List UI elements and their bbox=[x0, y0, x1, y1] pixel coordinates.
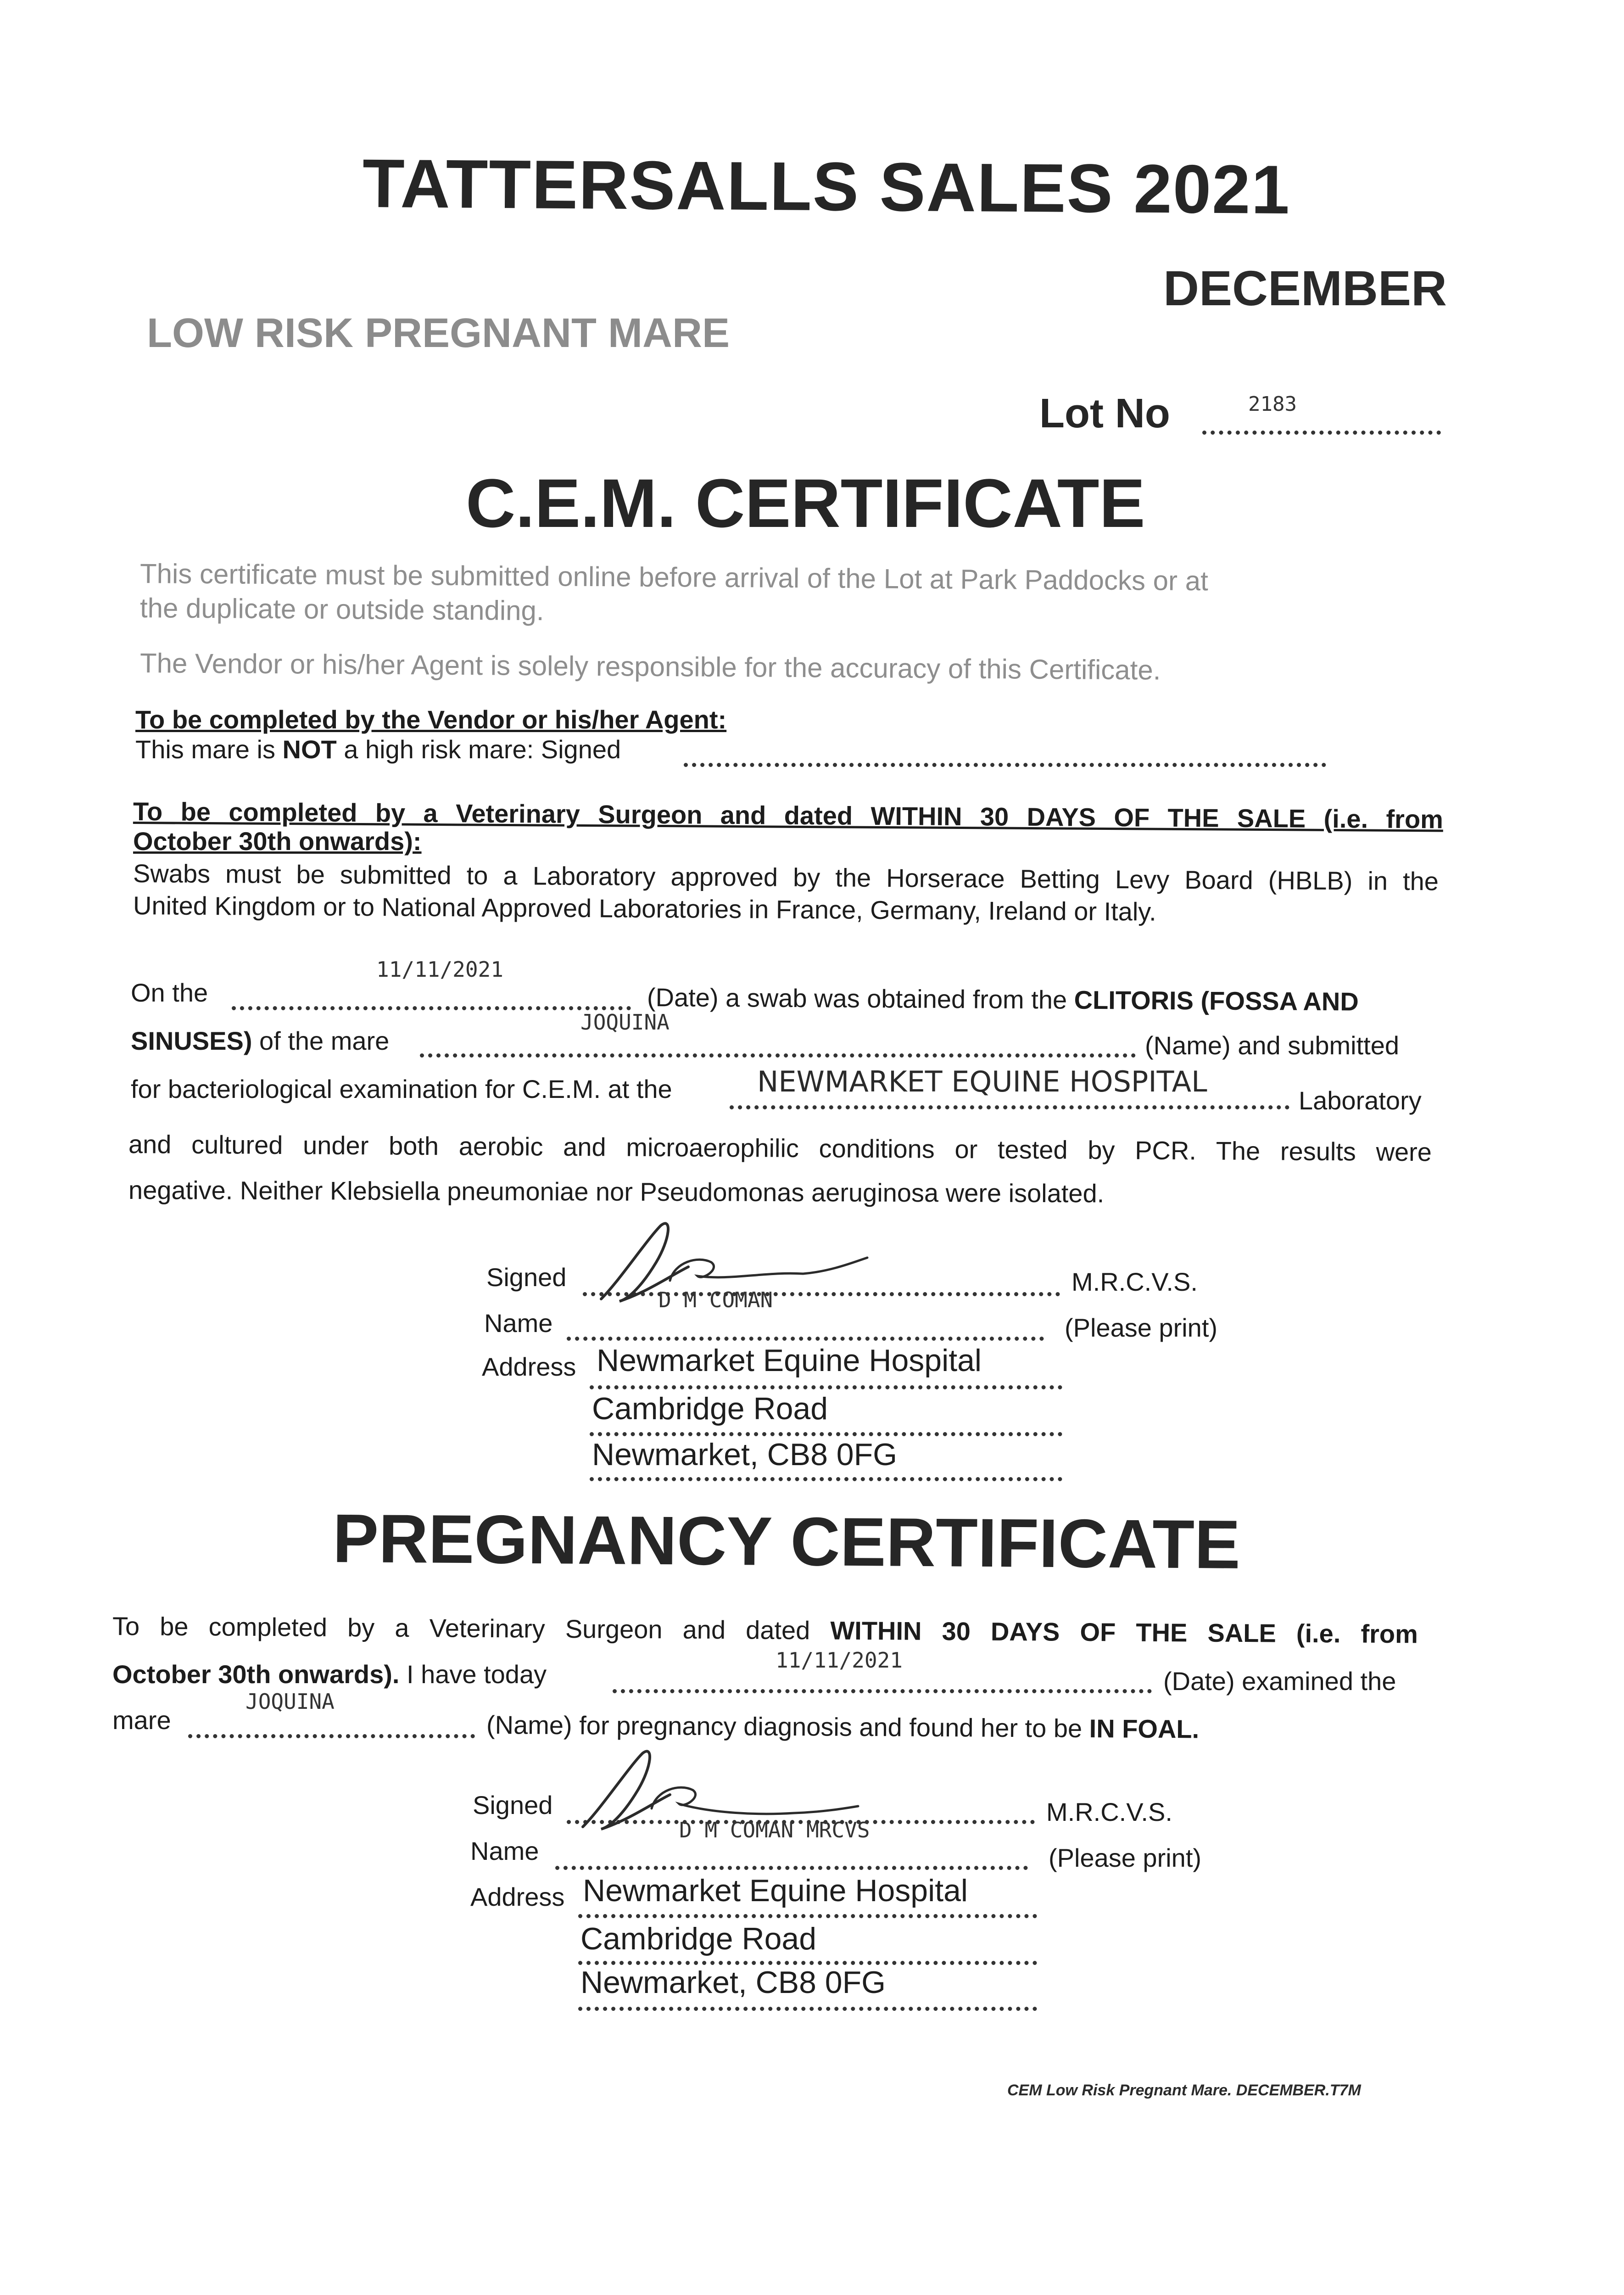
cem-lab-name: NEWMARKET EQUINE HOSPITAL bbox=[757, 1065, 1207, 1098]
vendor-statement-not: NOT bbox=[282, 735, 337, 764]
cem-on-the: On the bbox=[131, 978, 208, 1007]
pregnancy-vet-name: D M COMAN MRCVS bbox=[679, 1818, 870, 1842]
cem-signature-stroke-2 bbox=[670, 1258, 867, 1281]
cem-mrcvs: M.R.C.V.S. bbox=[1072, 1267, 1198, 1296]
cem-notice-2: The Vendor or his/her Agent is solely responsible for the accuracy of this Certificate. bbox=[140, 648, 1161, 686]
pregnancy-address-1: Newmarket Equine Hospital bbox=[583, 1873, 968, 1908]
cem-please-print: (Please print) bbox=[1065, 1313, 1218, 1342]
vendor-statement-b: a high risk mare: Signed bbox=[336, 735, 621, 764]
pregnancy-address-label: Address bbox=[470, 1882, 565, 1911]
cem-negative: negative. Neither Klebsiella pneumoniae nor Pseudomonas aeruginosa were isolated. bbox=[128, 1175, 1105, 1208]
cem-sinuses: SINUSES) bbox=[131, 1026, 252, 1055]
vendor-statement bbox=[135, 734, 621, 765]
pregnancy-address-2: Cambridge Road bbox=[580, 1921, 817, 1956]
lot-label: Lot No bbox=[1039, 391, 1170, 437]
lot-number-line bbox=[1202, 431, 1441, 435]
pregnancy-title: PREGNANCY CERTIFICATE bbox=[332, 1500, 1241, 1583]
cem-notice-1b: the duplicate or outside standing. bbox=[140, 593, 544, 627]
cem-address-label: Address bbox=[482, 1352, 576, 1381]
pregnancy-line-2 bbox=[112, 1659, 547, 1690]
vet-heading-a: To be completed by a Veterinary Surgeon and dated WITHIN 30 DAYS OF THE SALE (i.e. from bbox=[133, 797, 1444, 834]
footer-reference: CEM Low Risk Pregnant Mare. DECEMBER.T7M bbox=[1007, 2082, 1361, 2099]
pregnancy-signature-stroke-1 bbox=[583, 1751, 670, 1829]
cem-date-line bbox=[232, 1006, 631, 1010]
swabs-line-b: United Kingdom or to National Approved Laboratories in France, Germany, Ireland or Italy. bbox=[133, 891, 1156, 926]
cem-signed-label: Signed bbox=[486, 1263, 567, 1292]
pregnancy-line-2b: I have today bbox=[399, 1660, 547, 1689]
cem-laboratory: Laboratory bbox=[1299, 1086, 1422, 1115]
pregnancy-line-1c: (i.e. from bbox=[1276, 1618, 1418, 1649]
cem-cultured: and cultured under both aerobic and microaerophilic conditions or tested by PCR. The results were bbox=[128, 1130, 1432, 1167]
cem-notice-1a: This certificate must be submitted online before arrival of the Lot at Park Paddocks or at bbox=[140, 558, 1208, 597]
pregnancy-name-line bbox=[555, 1866, 1028, 1870]
pregnancy-mare-line bbox=[188, 1734, 475, 1738]
pregnancy-signed-label: Signed bbox=[473, 1791, 553, 1819]
vendor-statement-a: This mare is bbox=[135, 735, 283, 764]
lot-number: 2183 bbox=[1248, 392, 1297, 416]
cem-date-suffix-b: CLITORIS (FOSSA AND bbox=[1074, 985, 1359, 1016]
vet-heading-b: October 30th onwards): bbox=[133, 827, 422, 856]
cem-date-suffix bbox=[647, 982, 1359, 1017]
cem-date-suffix-a: (Date) a swab was obtained from the bbox=[647, 983, 1074, 1014]
pregnancy-date-value: 11/11/2021 bbox=[776, 1648, 903, 1673]
vendor-signature-line bbox=[684, 763, 1326, 767]
pregnancy-line-1a: To be completed by a Veterinary Surgeon and dated bbox=[112, 1612, 831, 1645]
cem-date-value: 11/11/2021 bbox=[376, 957, 503, 982]
cem-name-label: Name bbox=[484, 1309, 553, 1338]
pregnancy-date-examined: (Date) examined the bbox=[1163, 1667, 1396, 1696]
pregnancy-name-label: Name bbox=[470, 1836, 539, 1865]
pregnancy-line-1 bbox=[112, 1611, 1418, 1649]
cem-address-3: Newmarket, CB8 0FG bbox=[592, 1437, 898, 1472]
pregnancy-date-line bbox=[613, 1689, 1152, 1693]
vendor-heading: To be completed by the Vendor or his/her Agent: bbox=[135, 705, 727, 734]
cem-address-2-line bbox=[590, 1432, 1062, 1436]
swabs-line-a: Swabs must be submitted to a Laboratory approved by the Horserace Betting Levy Board (HBLB) in the bbox=[133, 859, 1439, 896]
cem-mare-name: JOQUINA bbox=[580, 1010, 670, 1035]
pregnancy-mrcvs: M.R.C.V.S. bbox=[1046, 1797, 1172, 1826]
pregnancy-diagnosis-a: (Name) for pregnancy diagnosis and found her to be bbox=[486, 1710, 1089, 1743]
pregnancy-signature-stroke-2 bbox=[652, 1787, 858, 1814]
cem-address-3-line bbox=[590, 1477, 1062, 1481]
pregnancy-mare-name: JOQUINA bbox=[246, 1689, 335, 1714]
cem-vet-name: D M COMAN bbox=[659, 1287, 773, 1312]
cem-name-line bbox=[567, 1337, 1044, 1341]
pregnancy-address-1-line bbox=[578, 1914, 1037, 1918]
cem-mare-line bbox=[420, 1053, 1136, 1058]
pregnancy-address-3-line bbox=[578, 2007, 1037, 2011]
pregnancy-mare-label: mare bbox=[112, 1706, 171, 1735]
cem-address-1: Newmarket Equine Hospital bbox=[597, 1343, 982, 1378]
mare-category: LOW RISK PREGNANT MARE bbox=[147, 310, 730, 356]
main-title: TATTERSALLS SALES 2021 bbox=[362, 144, 1291, 229]
cem-bacterio: for bacteriological examination for C.E.M. at the bbox=[131, 1075, 672, 1103]
sale-month: DECEMBER bbox=[1163, 260, 1447, 316]
cem-title: C.E.M. CERTIFICATE bbox=[466, 465, 1145, 542]
cem-lab-line bbox=[730, 1105, 1289, 1109]
cem-address-1-line bbox=[590, 1385, 1062, 1389]
pregnancy-line-1b: WITHIN 30 DAYS OF THE SALE bbox=[830, 1616, 1277, 1648]
pregnancy-diagnosis-b: IN FOAL. bbox=[1089, 1714, 1200, 1744]
cem-address-2: Cambridge Road bbox=[592, 1391, 828, 1426]
pregnancy-address-3: Newmarket, CB8 0FG bbox=[580, 1965, 886, 2000]
pregnancy-line-2a: October 30th onwards). bbox=[112, 1660, 400, 1689]
cem-of-the-mare: of the mare bbox=[252, 1026, 390, 1055]
cem-name-submitted: (Name) and submitted bbox=[1145, 1031, 1400, 1060]
pregnancy-please-print: (Please print) bbox=[1049, 1843, 1202, 1872]
cem-sinuses-line bbox=[131, 1026, 389, 1056]
